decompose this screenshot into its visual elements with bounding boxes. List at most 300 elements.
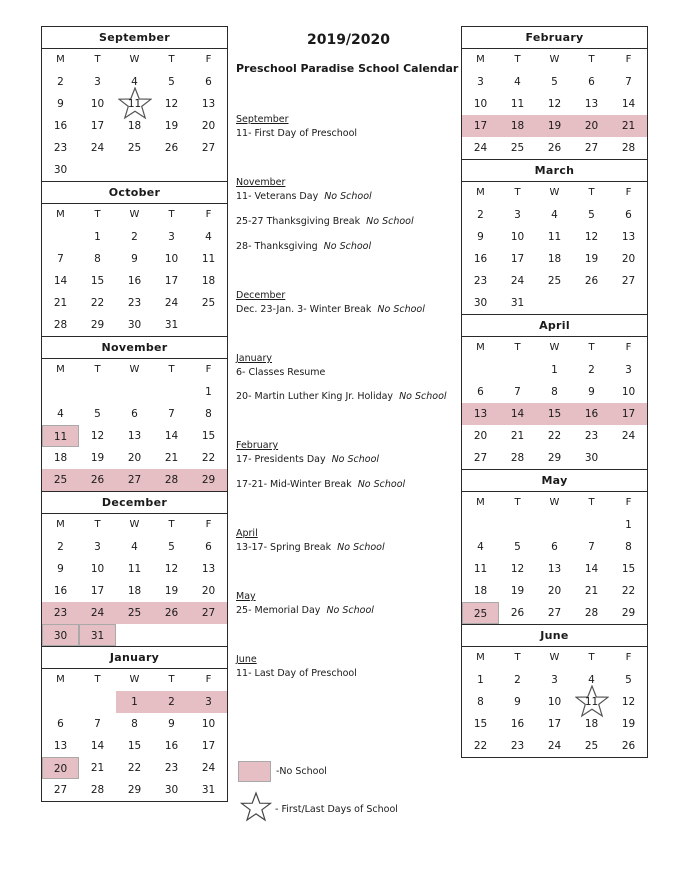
day-number: 11 xyxy=(473,563,488,575)
day-number: 27 xyxy=(53,784,68,796)
day-number: 27 xyxy=(547,607,562,619)
calendar-day xyxy=(573,602,610,624)
calendar-day xyxy=(42,159,79,181)
month-february xyxy=(462,27,647,160)
calendar-day xyxy=(153,757,190,779)
day-number: 24 xyxy=(510,275,525,287)
calendar-day xyxy=(573,71,610,93)
day-number: 4 xyxy=(588,674,595,686)
calendar-empty-cell xyxy=(499,359,536,381)
calendar-day xyxy=(499,381,536,403)
calendar-day xyxy=(190,93,227,115)
calendar-day xyxy=(610,204,647,226)
calendar-day xyxy=(79,713,116,735)
calendar-title: Preschool Paradise School Calendar xyxy=(236,62,459,75)
calendar-day xyxy=(42,115,79,137)
calendar-day xyxy=(190,536,227,558)
day-grid xyxy=(42,49,227,181)
event-month-heading: February xyxy=(236,440,279,451)
calendar-day xyxy=(116,757,153,779)
calendar-day xyxy=(79,735,116,757)
calendar-day xyxy=(42,469,79,491)
calendar-day xyxy=(79,292,116,314)
calendar-day xyxy=(536,204,573,226)
calendar-day xyxy=(610,558,647,580)
day-number: 4 xyxy=(205,231,212,243)
event-item: Dec. 23-Jan. 3- Winter Break No School xyxy=(236,304,425,315)
calendar-day xyxy=(153,580,190,602)
day-number: 28 xyxy=(621,142,636,154)
weekday-header: T xyxy=(588,342,595,353)
day-grid xyxy=(462,647,647,757)
day-number: 6 xyxy=(588,76,595,88)
day-number: 15 xyxy=(201,430,216,442)
day-number: 2 xyxy=(131,231,138,243)
calendar-day xyxy=(610,115,647,137)
day-number: 16 xyxy=(164,740,179,752)
calendar-empty-cell xyxy=(536,292,573,314)
day-number: 21 xyxy=(53,297,68,309)
day-number: 19 xyxy=(621,718,636,730)
calendar-day xyxy=(116,403,153,425)
month-title: September xyxy=(42,27,227,49)
right-calendar-column xyxy=(461,26,648,758)
weekday-header: T xyxy=(94,54,101,65)
day-number: 9 xyxy=(57,563,64,575)
calendar-day xyxy=(573,558,610,580)
calendar-day xyxy=(499,536,536,558)
calendar-day xyxy=(610,425,647,447)
calendar-day xyxy=(536,226,573,248)
calendar-day xyxy=(42,93,79,115)
day-number: 19 xyxy=(164,585,179,597)
day-number: 2 xyxy=(57,541,64,553)
calendar-day xyxy=(190,403,227,425)
day-number: 24 xyxy=(473,142,488,154)
day-number: 27 xyxy=(473,452,488,464)
event-month-heading: November xyxy=(236,177,286,188)
calendar-day xyxy=(116,469,153,491)
day-number: 3 xyxy=(477,76,484,88)
day-number: 1 xyxy=(205,386,212,398)
day-number: 3 xyxy=(168,231,175,243)
calendar-day xyxy=(79,137,116,159)
weekday-header: T xyxy=(588,497,595,508)
calendar-day xyxy=(499,71,536,93)
day-number: 19 xyxy=(547,120,562,132)
calendar-day xyxy=(536,248,573,270)
day-number: 26 xyxy=(584,275,599,287)
calendar-day xyxy=(190,115,227,137)
day-number: 20 xyxy=(127,452,142,464)
day-number: 10 xyxy=(90,98,105,110)
day-number: 20 xyxy=(547,585,562,597)
day-number: 14 xyxy=(90,740,105,752)
calendar-day xyxy=(573,115,610,137)
day-number: 25 xyxy=(127,607,142,619)
weekday-header: M xyxy=(56,364,65,375)
day-number: 1 xyxy=(94,231,101,243)
day-number: 26 xyxy=(510,607,525,619)
calendar-day xyxy=(79,447,116,469)
day-number: 5 xyxy=(551,76,558,88)
event-item: 25-27 Thanksgiving Break No School xyxy=(236,216,414,227)
weekday-header: T xyxy=(514,54,521,65)
day-number: 8 xyxy=(131,718,138,730)
star-icon xyxy=(240,791,272,823)
calendar-day xyxy=(610,514,647,536)
day-number: 1 xyxy=(131,696,138,708)
day-number: 3 xyxy=(625,364,632,376)
calendar-day xyxy=(153,314,190,336)
weekday-header: F xyxy=(625,342,632,353)
month-title: October xyxy=(42,182,227,204)
calendar-day xyxy=(42,270,79,292)
no-school-note: No School xyxy=(326,605,374,616)
day-number: 25 xyxy=(510,142,525,154)
month-september xyxy=(42,27,227,182)
calendar-day xyxy=(462,536,499,558)
calendar-day xyxy=(190,292,227,314)
day-number: 2 xyxy=(514,674,521,686)
calendar-day xyxy=(610,669,647,691)
day-number: 6 xyxy=(551,541,558,553)
day-number: 7 xyxy=(588,541,595,553)
event-item: 13-17- Spring Break No School xyxy=(236,542,385,553)
calendar-day xyxy=(499,669,536,691)
day-number: 20 xyxy=(584,120,599,132)
weekday-header: W xyxy=(549,54,560,65)
weekday-header: W xyxy=(129,519,140,530)
month-june xyxy=(462,625,647,757)
day-number: 6 xyxy=(625,209,632,221)
weekday-header: T xyxy=(94,209,101,220)
day-number: 13 xyxy=(201,563,216,575)
weekday-header: W xyxy=(129,674,140,685)
day-number: 15 xyxy=(127,740,142,752)
calendar-day xyxy=(42,580,79,602)
event-month-heading: June xyxy=(236,654,257,665)
no-school-legend-swatch xyxy=(238,761,271,782)
calendar-day xyxy=(499,248,536,270)
weekday-header: F xyxy=(205,209,212,220)
calendar-day xyxy=(153,71,190,93)
day-number: 28 xyxy=(90,784,105,796)
day-number: 15 xyxy=(90,275,105,287)
event-month-heading: September xyxy=(236,114,289,125)
calendar-empty-cell xyxy=(153,624,190,646)
day-number: 25 xyxy=(473,608,488,620)
month-january xyxy=(42,647,227,801)
calendar-day xyxy=(536,71,573,93)
day-number: 11 xyxy=(510,98,525,110)
calendar-day xyxy=(79,270,116,292)
month-title: December xyxy=(42,492,227,514)
calendar-day xyxy=(499,270,536,292)
day-number: 16 xyxy=(53,120,68,132)
weekday-header: M xyxy=(56,209,65,220)
day-number: 30 xyxy=(473,297,488,309)
calendar-day xyxy=(536,137,573,159)
calendar-day xyxy=(573,691,610,713)
event-month-heading: December xyxy=(236,290,286,301)
day-number: 20 xyxy=(621,253,636,265)
day-number: 8 xyxy=(205,408,212,420)
calendar-day xyxy=(499,204,536,226)
weekday-header: F xyxy=(625,54,632,65)
day-number: 27 xyxy=(201,142,216,154)
calendar-day xyxy=(610,359,647,381)
day-number: 24 xyxy=(621,430,636,442)
calendar-day xyxy=(536,447,573,469)
day-number: 29 xyxy=(90,319,105,331)
calendar-day xyxy=(79,602,116,624)
day-number: 18 xyxy=(127,585,142,597)
day-number: 7 xyxy=(57,253,64,265)
day-number: 9 xyxy=(168,718,175,730)
calendar-day xyxy=(116,580,153,602)
calendar-day xyxy=(116,292,153,314)
calendar-empty-cell xyxy=(462,514,499,536)
calendar-empty-cell xyxy=(116,624,153,646)
day-number: 22 xyxy=(90,297,105,309)
calendar-day xyxy=(116,558,153,580)
day-number: 19 xyxy=(164,120,179,132)
day-number: 22 xyxy=(201,452,216,464)
weekday-header: T xyxy=(514,187,521,198)
calendar-day xyxy=(499,425,536,447)
day-number: 12 xyxy=(621,696,636,708)
calendar-day xyxy=(499,93,536,115)
calendar-day xyxy=(536,713,573,735)
calendar-day xyxy=(116,691,153,713)
calendar-day xyxy=(462,248,499,270)
day-grid xyxy=(42,669,227,801)
calendar-day xyxy=(190,270,227,292)
day-number: 19 xyxy=(90,452,105,464)
calendar-day xyxy=(153,469,190,491)
weekday-header: W xyxy=(129,364,140,375)
day-number: 4 xyxy=(131,76,138,88)
day-number: 30 xyxy=(53,630,68,642)
day-number: 23 xyxy=(53,142,68,154)
calendar-day xyxy=(499,226,536,248)
weekday-header: T xyxy=(94,364,101,375)
calendar-day xyxy=(536,669,573,691)
day-number: 18 xyxy=(547,253,562,265)
day-number: 28 xyxy=(510,452,525,464)
day-number: 22 xyxy=(127,762,142,774)
calendar-day xyxy=(462,93,499,115)
calendar-day xyxy=(116,447,153,469)
day-number: 17 xyxy=(201,740,216,752)
calendar-day xyxy=(153,691,190,713)
calendar-empty-cell xyxy=(42,226,79,248)
day-number: 29 xyxy=(621,607,636,619)
day-number: 10 xyxy=(510,231,525,243)
day-number: 11 xyxy=(127,563,142,575)
calendar-day xyxy=(116,425,153,447)
calendar-empty-cell xyxy=(190,159,227,181)
calendar-day xyxy=(153,248,190,270)
day-number: 21 xyxy=(584,585,599,597)
calendar-day xyxy=(42,624,79,646)
weekday-header: T xyxy=(514,342,521,353)
day-number: 10 xyxy=(201,718,216,730)
calendar-day xyxy=(190,580,227,602)
weekday-header: M xyxy=(56,54,65,65)
calendar-day xyxy=(536,425,573,447)
day-number: 10 xyxy=(164,253,179,265)
calendar-day xyxy=(499,137,536,159)
calendar-day xyxy=(573,425,610,447)
calendar-day xyxy=(190,226,227,248)
day-number: 11 xyxy=(584,696,599,708)
day-number: 4 xyxy=(131,541,138,553)
calendar-day xyxy=(610,602,647,624)
day-number: 1 xyxy=(477,674,484,686)
calendar-day xyxy=(153,292,190,314)
event-item: 17-21- Mid-Winter Break No School xyxy=(236,479,406,490)
event-month-heading: April xyxy=(236,528,258,539)
calendar-day xyxy=(536,359,573,381)
day-number: 18 xyxy=(510,120,525,132)
calendar-day xyxy=(573,226,610,248)
calendar-day xyxy=(153,270,190,292)
weekday-header: T xyxy=(168,209,175,220)
calendar-day xyxy=(116,314,153,336)
calendar-day xyxy=(42,403,79,425)
day-number: 31 xyxy=(164,319,179,331)
day-number: 13 xyxy=(473,408,488,420)
calendar-empty-cell xyxy=(190,624,227,646)
day-number: 6 xyxy=(205,76,212,88)
day-number: 25 xyxy=(53,474,68,486)
event-month-heading: May xyxy=(236,591,256,602)
day-number: 15 xyxy=(547,408,562,420)
day-number: 8 xyxy=(94,253,101,265)
day-number: 22 xyxy=(621,585,636,597)
no-school-note: No School xyxy=(357,479,406,490)
day-number: 24 xyxy=(90,607,105,619)
day-number: 17 xyxy=(510,253,525,265)
month-april xyxy=(462,315,647,470)
month-title: June xyxy=(462,625,647,647)
month-october xyxy=(42,182,227,337)
calendar-day xyxy=(190,248,227,270)
month-title: May xyxy=(462,470,647,492)
weekday-header: T xyxy=(94,674,101,685)
day-number: 14 xyxy=(510,408,525,420)
calendar-day xyxy=(499,735,536,757)
day-number: 23 xyxy=(510,740,525,752)
day-number: 17 xyxy=(90,585,105,597)
calendar-day xyxy=(573,403,610,425)
calendar-day xyxy=(116,536,153,558)
calendar-day xyxy=(190,447,227,469)
day-number: 18 xyxy=(127,120,142,132)
day-number: 13 xyxy=(201,98,216,110)
day-number: 6 xyxy=(131,408,138,420)
day-number: 25 xyxy=(201,297,216,309)
calendar-day xyxy=(536,403,573,425)
day-number: 5 xyxy=(168,541,175,553)
calendar-day xyxy=(153,713,190,735)
weekday-header: T xyxy=(588,187,595,198)
calendar-day xyxy=(536,270,573,292)
day-number: 9 xyxy=(588,386,595,398)
day-number: 19 xyxy=(584,253,599,265)
calendar-empty-cell xyxy=(153,381,190,403)
event-item: 17- Presidents Day No School xyxy=(236,454,380,465)
calendar-day xyxy=(499,292,536,314)
calendar-empty-cell xyxy=(79,159,116,181)
calendar-day xyxy=(153,602,190,624)
day-number: 11 xyxy=(53,431,68,443)
calendar-day xyxy=(573,713,610,735)
calendar-empty-cell xyxy=(79,381,116,403)
day-number: 16 xyxy=(53,585,68,597)
calendar-day xyxy=(573,93,610,115)
day-number: 26 xyxy=(621,740,636,752)
calendar-day xyxy=(462,204,499,226)
day-number: 11 xyxy=(127,98,142,110)
weekday-header: W xyxy=(129,209,140,220)
calendar-day xyxy=(42,248,79,270)
left-calendar-column xyxy=(41,26,228,802)
calendar-day xyxy=(499,558,536,580)
day-number: 10 xyxy=(547,696,562,708)
day-number: 14 xyxy=(621,98,636,110)
day-number: 8 xyxy=(477,696,484,708)
day-number: 28 xyxy=(164,474,179,486)
day-number: 16 xyxy=(510,718,525,730)
calendar-day xyxy=(79,403,116,425)
day-number: 5 xyxy=(588,209,595,221)
day-number: 29 xyxy=(127,784,142,796)
calendar-day xyxy=(190,779,227,801)
calendar-empty-cell xyxy=(610,447,647,469)
event-item: 6- Classes Resume xyxy=(236,367,326,378)
day-number: 13 xyxy=(547,563,562,575)
calendar-day xyxy=(190,71,227,93)
weekday-header: F xyxy=(625,652,632,663)
day-number: 17 xyxy=(473,120,488,132)
day-number: 10 xyxy=(90,563,105,575)
calendar-day xyxy=(499,403,536,425)
day-number: 27 xyxy=(584,142,599,154)
calendar-day xyxy=(79,425,116,447)
calendar-day xyxy=(116,248,153,270)
calendar-day xyxy=(42,536,79,558)
calendar-day xyxy=(573,536,610,558)
day-number: 19 xyxy=(510,585,525,597)
day-number: 12 xyxy=(584,231,599,243)
day-number: 18 xyxy=(53,452,68,464)
day-grid xyxy=(462,49,647,159)
day-number: 24 xyxy=(90,142,105,154)
day-number: 24 xyxy=(547,740,562,752)
calendar-day xyxy=(153,425,190,447)
weekday-header: T xyxy=(168,674,175,685)
calendar-day xyxy=(610,735,647,757)
calendar-day xyxy=(42,757,79,779)
day-number: 20 xyxy=(53,763,68,775)
day-number: 29 xyxy=(201,474,216,486)
day-number: 5 xyxy=(168,76,175,88)
day-number: 6 xyxy=(205,541,212,553)
event-item: 25- Memorial Day No School xyxy=(236,605,374,616)
